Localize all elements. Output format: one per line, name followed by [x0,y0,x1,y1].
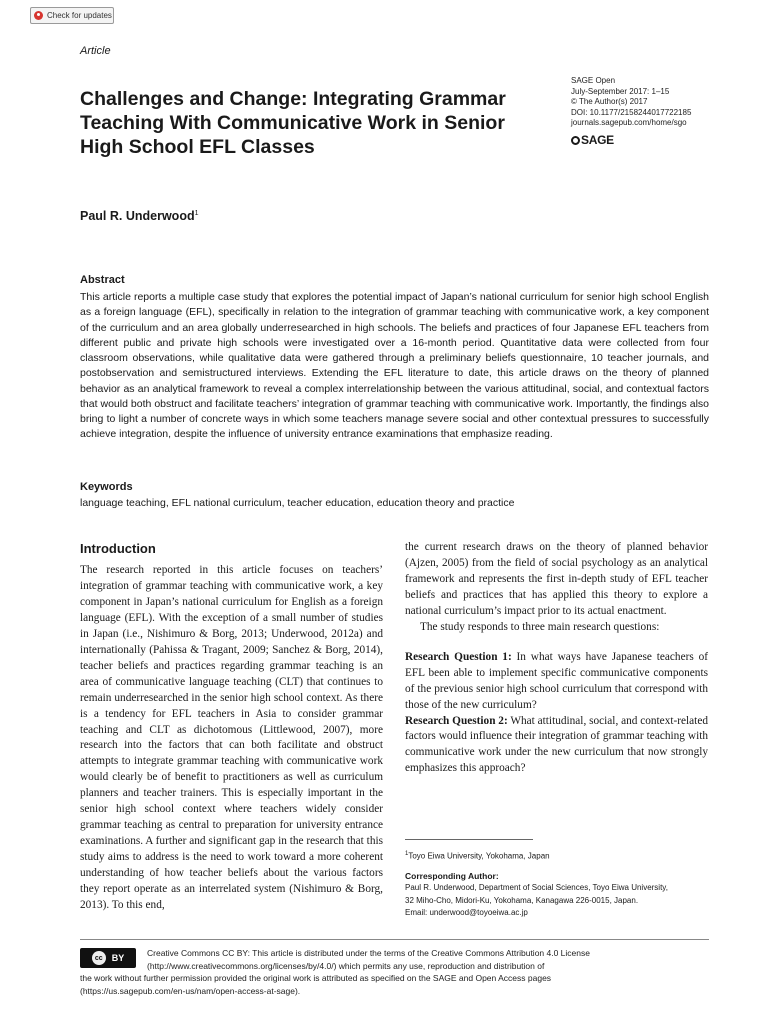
creative-commons-icon: cc [92,951,106,965]
sage-logo [571,133,614,147]
corresponding-author-line-2: 32 Miho-Cho, Midori-Ku, Yokohama, Kanagawa 226-0015, Japan. [405,895,639,905]
abstract-heading: Abstract [80,274,125,286]
sage-logo-icon [571,136,580,145]
author-name-text: Paul R. Underwood [80,209,195,223]
abstract-text: This article reports a multiple case study that explores the potential impact of Japan’s national curriculum for senior high school English as a foreign language (EFL), specifically in relation to the integration of grammar teaching with communicative work, a key component of the curriculum and an area globally underresearched in high schools. The beliefs and practices of four Japanese EFL teachers from different public and private high schools were investigated over a 16-month period. Quantitative data were collected from four classroom observations, while qualitative data were gathered through a preliminary beliefs questionnaire, 10 teacher journals, and postobservation and semistructured interviews. Extending the EFL literature to date, this article draws on the theory of planned behavior as an analytical framework to reveal a complex interrelationship between the various attitudinal, social, and contextual factors that would both obstruct and facilitate teachers’ integration of grammar teaching with communicative work. Importantly, the findings also bring to light a number of concrete ways in which some teachers manage severe social and other contextual pressures to successfully achieve integration, despite the influence of university entrance examinations that emphasize reading. [80,291,709,441]
corresponding-author-details [405,882,668,920]
license-line-4[interactable]: (https://us.sagepub.com/en-us/nam/open-access-at-sage). [80,985,301,996]
keywords-text: language teaching, EFL national curriculum, teacher education, education theory and practice [80,497,515,509]
corresponding-author-email[interactable]: Email: underwood@toyoeiwa.ac.jp [405,908,528,917]
introduction-left-column: The research reported in this article focuses on teachers’ integration of grammar teaching with communicative work, a key component in Japan’s national curriculum for English as a foreign language (EFL). With the exception of a small number of studies in Japan (i.e., Nishimuro & Borg, 2013; Underwood, 2012a) and internationally (Pahissa & Tragant, 2009; Sanchez & Borg, 2014), teacher beliefs and practices regarding grammar teaching is an area of communicative language teaching (CLT) that continues to remain underresearched in the senior high school context. As there is a tendency for EFL teachers in Asia to consider grammar teaching and CLT as dichotomous (Littlewood, 2007), more research into the factors that can both facilitate and obstruct attempts to integrate grammar teaching with communicative work would clearly be of benefit to practitioners as well as curriculum planners and teacher trainers. This is especially important in the senior high school context where teachers widely consider grammar teaching as central to preparation for university entrance examinations. A further and significant gap in the research that this study aims to address is the need to work toward a more coherent understanding of how teacher beliefs about the various factors they report operate as an interrelated system (Nishimuro & Borg, 2013). To this end, [80,564,383,912]
license-line-3: the work without further permission provided the original work is attributed as specified on the SAGE and Open Access pages [80,973,552,984]
article-type-label: Article [80,45,111,57]
rq2-label: Research Question 2: [405,714,508,727]
keywords-heading: Keywords [80,481,133,493]
research-question-2 [405,714,708,778]
introduction-right-column [405,540,708,777]
research-question-1 [405,650,708,714]
license-line-2[interactable]: (http://www.creativecommons.org/licenses/by/4.0/) which permits any use, reproduction and distribution of [147,960,545,971]
corresponding-author-line-1: Paul R. Underwood, Department of Social Sciences, Toyo Eiwa University, [405,883,668,892]
affiliation-footnote-text: Toyo Eiwa University, Yokohama, Japan [408,851,550,861]
intro-paragraph-questions: The study responds to three main research questions: [420,620,660,633]
license-divider [80,939,709,940]
footnote-divider [405,839,533,840]
rq1-text: In what ways have Japanese teachers of EFL been able to implement specific communicative components of the previous senior high school curriculum that correspond with those of the new curriculum? [405,650,708,711]
check-for-updates-button[interactable] [30,7,114,24]
intro-paragraph-continued: the current research draws on the theory of planned behavior (Ajzen, 2005) from the field of social psychology as an analytical framework and represents the first in-depth study of EFL teacher beliefs and practices that has applied this theory to explore a national curriculum’s impact prior to its actual enactment. [405,541,708,617]
journal-name: SAGE Open [571,76,616,85]
journal-copyright: © The Author(s) 2017 [571,97,648,107]
affiliation-footnote-marker: 1 [405,851,409,857]
rq1-label: Research Question 1: [405,650,512,663]
journal-info [571,76,691,129]
author-name [80,209,199,223]
journal-issue: July-September 2017: 1–15 [571,86,670,96]
journal-doi[interactable]: DOI: 10.1177/2158244017722185 [571,107,692,117]
corresponding-author-heading: Corresponding Author: [405,871,499,881]
crossmark-icon [34,11,43,20]
introduction-heading: Introduction [80,541,156,556]
license-line-1: Creative Commons CC BY: This article is distributed under the terms of the Creative Commons Attribution 4.0 License [147,948,590,958]
affiliation-footnote [405,851,550,861]
journal-url[interactable]: journals.sagepub.com/home/sgo [571,118,687,128]
cc-by-label: BY [111,953,125,963]
rq2-text: What attitudinal, social, and context-related factors would influence their integration of grammar teaching with communicative work under the new curriculum that now strongly emphasizes this approach? [405,714,708,775]
check-for-updates-label: Check for updates [47,11,112,20]
sage-logo-text: SAGE [581,133,614,147]
license-text [80,947,709,997]
paper-title: Challenges and Change: Integrating Grammar Teaching With Communicative Work in Senior High School EFL Classes [80,88,506,158]
author-affiliation-marker: 1 [194,209,199,217]
